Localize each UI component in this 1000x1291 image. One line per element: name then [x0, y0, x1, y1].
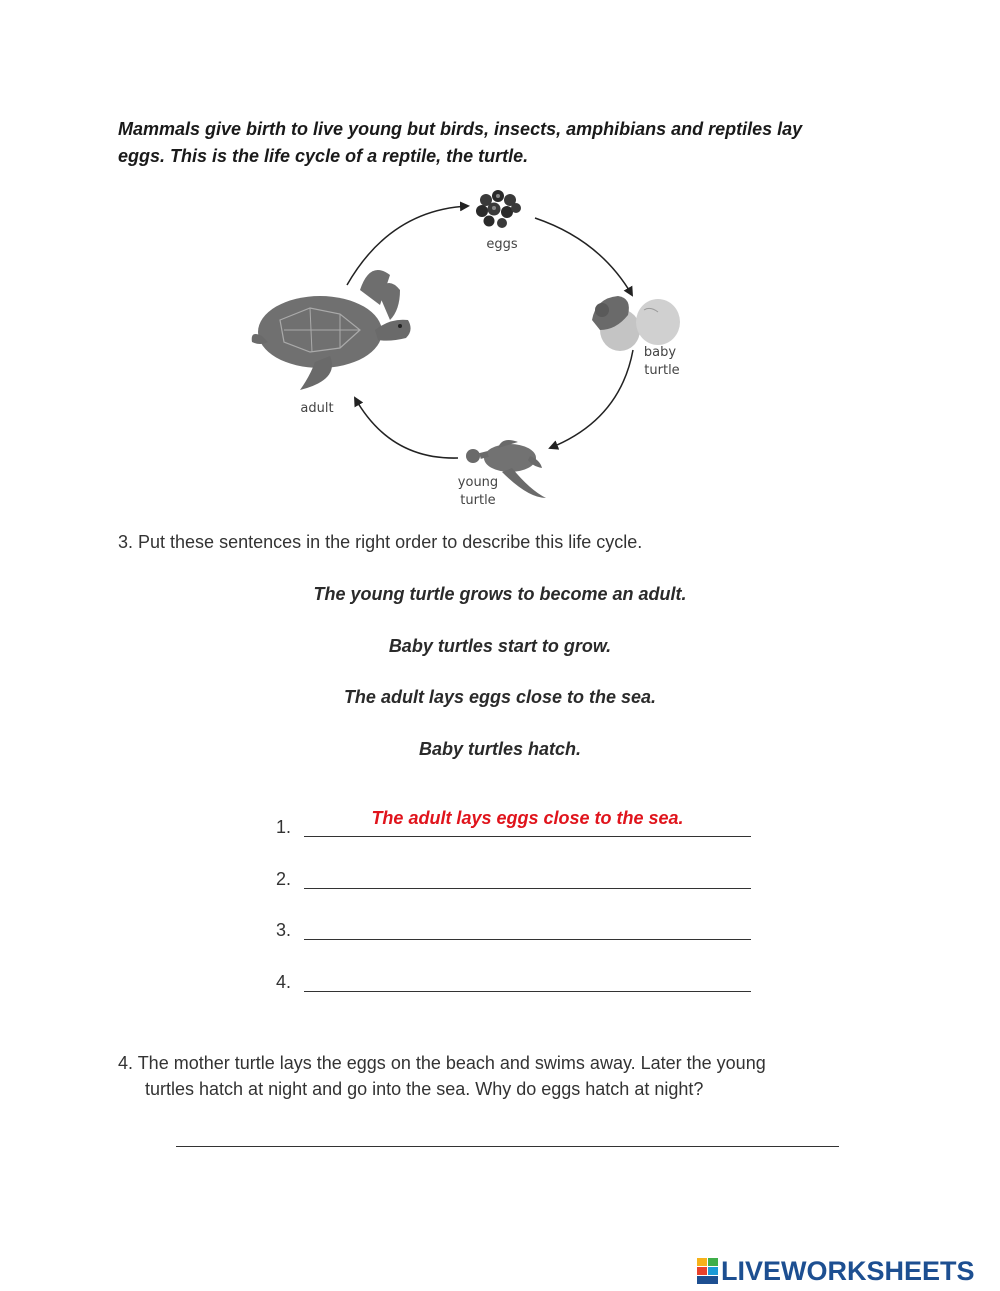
answer-number-4: 4. [276, 972, 292, 992]
question-3-prompt: 3. Put these sentences in the right order to describe this life cycle. [118, 532, 643, 552]
sentence-3: The adult lays eggs close to the sea. [343, 687, 657, 707]
arrow-young-to-adult [355, 398, 458, 458]
question-4-prompt [118, 1050, 878, 1102]
question-4-answer-input[interactable] [176, 1114, 839, 1144]
sentence-2: Baby turtles start to grow. [388, 636, 612, 656]
question-4-answer-line [176, 1146, 839, 1147]
sentence-4: Baby turtles hatch. [418, 739, 582, 759]
liveworksheets-brand: LIVEWORKSHEETS [721, 1255, 975, 1286]
arrow-adult-to-eggs [347, 206, 468, 285]
answer-line-1 [304, 836, 751, 837]
answer-number-2: 2. [276, 869, 292, 889]
arrow-eggs-to-baby [535, 218, 632, 295]
intro-line-1: Mammals give birth to live young but birds, insects, amphibians and reptiles lay [118, 119, 803, 139]
answer-line-3 [304, 939, 751, 940]
label-baby-line-2: turtle [644, 363, 680, 378]
intro-line-2: eggs. This is the life cycle of a reptile, the turtle. [118, 146, 529, 166]
baby-turtle-icon [592, 296, 680, 351]
label-baby-line-1: baby [643, 345, 677, 360]
label-young-line-1: young [457, 475, 499, 490]
question-4-line-2: turtles hatch at night and go into the sea. Why do eggs hatch at night? [145, 1079, 704, 1099]
answer-input-1[interactable] [304, 803, 751, 833]
liveworksheets-logo [697, 1255, 975, 1287]
answer-input-3[interactable] [304, 907, 751, 937]
question-4-line-1: 4. The mother turtle lays the eggs on the beach and swims away. Later the young [118, 1053, 766, 1073]
sentence-1: The young turtle grows to become an adult. [313, 584, 687, 604]
answer-number-1: 1. [276, 817, 292, 837]
label-adult: adult [300, 401, 334, 416]
answer-input-2[interactable] [304, 856, 751, 886]
arrow-baby-to-young [550, 350, 633, 448]
answer-line-4 [304, 991, 751, 992]
answer-line-2 [304, 888, 751, 889]
answer-number-3: 3. [276, 920, 292, 940]
label-young-line-2: turtle [460, 493, 496, 508]
intro-text [118, 116, 898, 170]
turtle-life-cycle-diagram [240, 180, 710, 510]
eggs-icon [476, 190, 521, 228]
adult-turtle-icon [252, 270, 411, 390]
liveworksheets-logo-icon [697, 1258, 719, 1284]
answer-input-4[interactable] [304, 959, 751, 989]
label-eggs: eggs [486, 237, 518, 252]
